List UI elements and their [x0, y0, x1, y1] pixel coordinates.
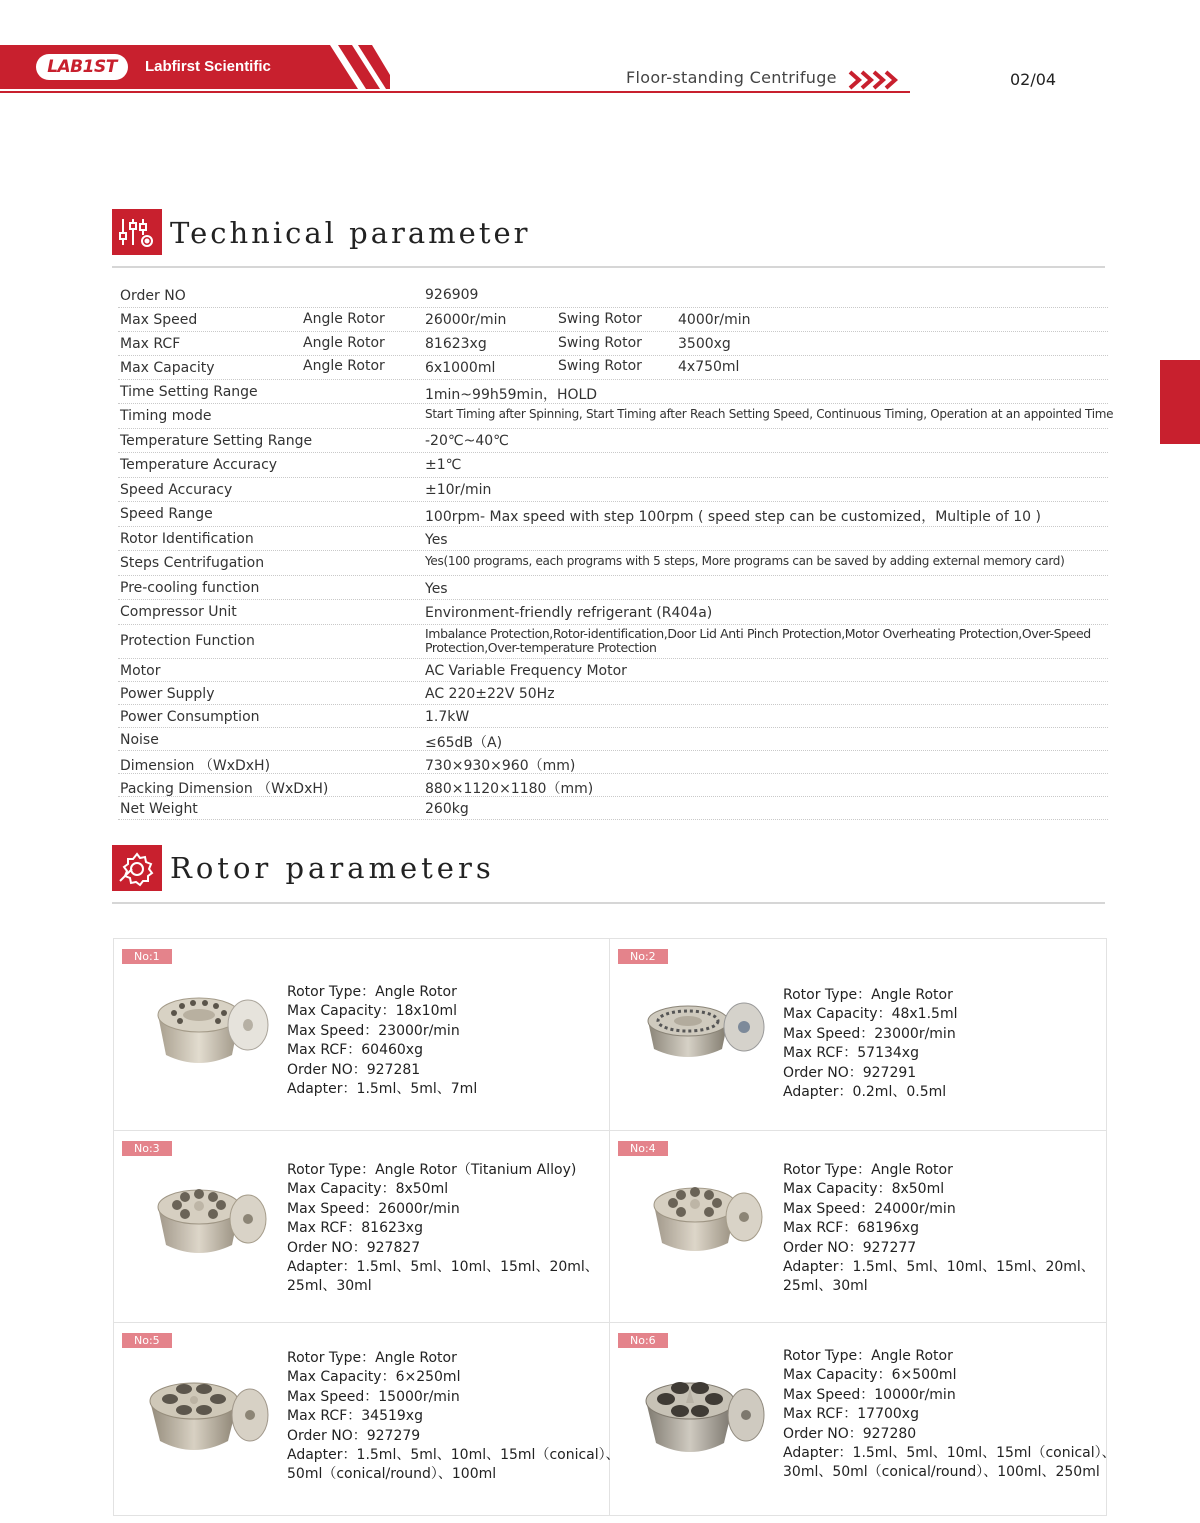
- spec-sublabel: Swing Rotor: [558, 335, 642, 351]
- spec-label: Compressor Unit: [120, 604, 237, 620]
- spec-value: 100rpm- Max speed with step 100rpm ( speed step can be customized，Multiple of 10 ): [425, 509, 1041, 525]
- spec-value: Environment-friendly refrigerant (R404a): [425, 605, 713, 621]
- spec-value: 3500xg: [678, 336, 731, 352]
- spec-table: [118, 284, 1114, 820]
- spec-value: 926909: [425, 287, 479, 303]
- rotor-spec-line: Order NO：927277: [783, 1239, 917, 1256]
- spec-value: Imbalance Protection,Rotor-identification,Door Lid Anti Pinch Protection,Motor Overheating Protection,Over-Speed Protection,Over-temperature Protection: [425, 626, 1091, 655]
- spec-value: 1min~99h59min，HOLD: [425, 387, 598, 403]
- rotor-image: [144, 1173, 274, 1273]
- spec-value: 730×930×960（mm): [425, 758, 576, 774]
- rotor-spec-line: Rotor Type：Angle Rotor: [783, 1348, 953, 1364]
- brand-logo: LAB1ST: [36, 54, 128, 80]
- spec-sublabel: Angle Rotor: [303, 358, 385, 374]
- rotor-spec-line: Order NO：927281: [287, 1061, 421, 1078]
- rotor-card: [610, 1323, 1116, 1515]
- rotor-image: [144, 977, 274, 1077]
- spec-row-temp-accuracy: [118, 453, 1108, 478]
- spec-row-power-consumption: [118, 705, 1108, 728]
- rotor-spec-line: 30ml、50ml（conical/round）、100ml、250ml: [783, 1464, 1100, 1481]
- spec-row-max-rcf: [118, 332, 1108, 356]
- spec-value: Start Timing after Spinning, Start Timing after Reach Setting Speed, Continuous Timing, Operation at an appointed Time: [425, 407, 1114, 421]
- rotor-spec-line: Rotor Type：Angle Rotor: [287, 1350, 457, 1366]
- spec-label: Time Setting Range: [120, 384, 258, 400]
- spec-row-speed-range: [118, 502, 1108, 527]
- spec-row-timing-mode: [118, 404, 1114, 429]
- rotor-number-badge: No:4: [618, 1141, 668, 1156]
- spec-label: Temperature Accuracy: [120, 457, 278, 473]
- rotor-spec-line: Adapter：1.5ml、5ml、10ml、15ml（conical）、: [783, 1445, 1116, 1462]
- spec-label: Pre-cooling function: [120, 580, 260, 596]
- rotor-spec-line: Max RCF：68196xg: [783, 1220, 919, 1237]
- rotor-image: [640, 1367, 770, 1467]
- document-title: Floor-standing Centrifuge: [626, 68, 837, 87]
- spec-label: Speed Accuracy: [120, 482, 233, 498]
- rotor-spec-line: Max Speed：15000r/min: [287, 1388, 460, 1405]
- spec-label: Rotor Identification: [120, 531, 254, 547]
- rotor-spec-line: 50ml（conical/round）、100ml: [287, 1466, 497, 1483]
- page-number: 02/04: [1010, 70, 1057, 89]
- spec-row-steps: [118, 551, 1108, 576]
- rotor-spec-line: Order NO：927291: [783, 1064, 917, 1081]
- header-rule: [0, 91, 910, 93]
- rotor-spec-line: Adapter：1.5ml、5ml、7ml: [287, 1081, 478, 1098]
- spec-row-rotor-id: [118, 527, 1108, 551]
- rotor-card: [610, 939, 1106, 1131]
- rotor-spec-line: Max Capacity：8x50ml: [287, 1181, 449, 1198]
- rotor-spec-line: Rotor Type：Angle Rotor（Titanium Alloy): [287, 1162, 577, 1178]
- rotor-spec-line: Rotor Type：Angle Rotor: [783, 1162, 953, 1178]
- rotor-image: [640, 983, 770, 1083]
- rotor-spec-line: Max RCF：17700xg: [783, 1406, 919, 1423]
- spec-value: Yes(100 programs, each programs with 5 steps, More programs can be saved by adding external memory card): [425, 554, 1065, 568]
- rotor-card: [114, 939, 610, 1131]
- spec-value: 6x1000ml: [425, 360, 496, 376]
- chevrons-icon: [848, 70, 902, 94]
- spec-row-compressor: [118, 600, 1108, 625]
- spec-row-power-supply: [118, 682, 1108, 705]
- rotor-specs: [783, 1347, 1116, 1483]
- spec-value: 26000r/min: [425, 312, 507, 328]
- spec-value: 1.7kW: [425, 709, 470, 725]
- spec-sublabel: Swing Rotor: [558, 311, 642, 327]
- rotor-spec-line: Adapter：1.5ml、5ml、10ml、15ml（conical）、: [287, 1447, 620, 1464]
- rotor-spec-line: Order NO：927279: [287, 1427, 421, 1444]
- rotor-spec-line: Adapter：1.5ml、5ml、10ml、15ml、20ml、: [287, 1259, 599, 1276]
- spec-row-speed-accuracy: [118, 478, 1108, 502]
- side-tab: [1160, 360, 1200, 444]
- rotor-specs: [287, 1161, 605, 1297]
- spec-label: Net Weight: [120, 801, 198, 817]
- rotor-number-badge: No:3: [122, 1141, 172, 1156]
- rotor-specs: [783, 1161, 1101, 1297]
- rotor-grid: [113, 938, 1116, 1516]
- rotor-spec-line: Max Capacity：6×250ml: [287, 1369, 461, 1386]
- rotor-specs: [287, 983, 605, 1099]
- rotor-spec-line: Rotor Type：Angle Rotor: [783, 987, 953, 1003]
- rotor-spec-line: Max Speed：23000r/min: [783, 1025, 956, 1042]
- spec-value: ≤65dB（A): [425, 735, 503, 751]
- rotor-spec-line: Order NO：927827: [287, 1239, 421, 1256]
- rotor-number-badge: No:2: [618, 949, 668, 964]
- spec-value: AC Variable Frequency Motor: [425, 663, 627, 679]
- spec-value: Yes: [425, 581, 448, 597]
- rotor-spec-line: Max Capacity：48x1.5ml: [783, 1006, 958, 1023]
- spec-row-max-speed: [118, 308, 1108, 332]
- rotor-spec-line: Max RCF：57134xg: [783, 1045, 919, 1062]
- rotor-spec-line: Max Speed：23000r/min: [287, 1022, 460, 1039]
- rotor-spec-line: Max Speed：26000r/min: [287, 1200, 460, 1217]
- spec-sublabel: Angle Rotor: [303, 311, 385, 327]
- spec-value: -20℃~40℃: [425, 433, 509, 449]
- rotor-spec-line: Order NO：927280: [783, 1425, 917, 1442]
- spec-value: 880×1120×1180（mm): [425, 781, 594, 797]
- spec-label: Speed Range: [120, 506, 213, 522]
- spec-label: Motor: [120, 663, 161, 679]
- spec-sublabel: Angle Rotor: [303, 335, 385, 351]
- rotor-spec-line: Max Speed：24000r/min: [783, 1200, 956, 1217]
- rotor-spec-line: Rotor Type：Angle Rotor: [287, 984, 457, 1000]
- spec-row-protection: [118, 625, 1108, 659]
- spec-row-noise: [118, 728, 1108, 751]
- rotor-number-badge: No:5: [122, 1333, 172, 1348]
- spec-label: Protection Function: [120, 633, 255, 649]
- rotor-card: [114, 1323, 620, 1515]
- gear-icon: [112, 845, 162, 891]
- spec-row-net-weight: [118, 797, 1108, 820]
- rotor-spec-line: Max Capacity：18x10ml: [287, 1003, 458, 1020]
- rotor-spec-line: Max Capacity：8x50ml: [783, 1181, 945, 1198]
- spec-value: ±10r/min: [425, 482, 492, 498]
- rotor-spec-line: Max RCF：81623xg: [287, 1220, 423, 1237]
- spec-value: Yes: [425, 532, 448, 548]
- rotor-card: [114, 1131, 610, 1323]
- rotor-image: [640, 1171, 770, 1271]
- spec-label: Order NO: [120, 288, 186, 304]
- spec-label: Temperature Setting Range: [120, 433, 313, 449]
- spec-label: Power Supply: [120, 686, 215, 702]
- rotor-number-badge: No:1: [122, 949, 172, 964]
- spec-value: 4000r/min: [678, 312, 751, 328]
- rotor-number-badge: No:6: [618, 1333, 668, 1348]
- spec-label: Max RCF: [120, 336, 181, 352]
- spec-row-max-capacity: [118, 356, 1108, 380]
- spec-label: Max Speed: [120, 312, 198, 328]
- rotor-spec-line: Max Speed：10000r/min: [783, 1386, 956, 1403]
- spec-label: Timing mode: [120, 408, 212, 424]
- brand-name: Labfirst Scientific: [145, 58, 271, 75]
- rotor-spec-line: Adapter：0.2ml、0.5ml: [783, 1084, 947, 1101]
- spec-value: AC 220±22V 50Hz: [425, 686, 555, 702]
- spec-label: Steps Centrifugation: [120, 555, 265, 571]
- rotor-specs: [783, 986, 1101, 1102]
- rotor-spec-line: Adapter：1.5ml、5ml、10ml、15ml、20ml、: [783, 1259, 1095, 1276]
- spec-row-temp-range: [118, 429, 1108, 453]
- rotor-specs: [287, 1349, 620, 1485]
- spec-value: 81623xg: [425, 336, 487, 352]
- rotor-spec-line: 25ml、30ml: [287, 1278, 372, 1295]
- spec-row-motor: [118, 659, 1108, 682]
- sliders-icon: [112, 209, 162, 255]
- spec-row-packing: [118, 774, 1108, 797]
- spec-label: Dimension （WxDxH): [120, 758, 271, 774]
- section-rule: [112, 902, 1105, 904]
- spec-row-order: [118, 284, 1108, 308]
- spec-label: Packing Dimension （WxDxH): [120, 781, 329, 797]
- spec-value: ±1℃: [425, 457, 462, 473]
- spec-value: 260kg: [425, 801, 469, 817]
- rotor-image: [144, 1367, 274, 1467]
- section-rule: [112, 266, 1105, 268]
- spec-label: Max Capacity: [120, 360, 215, 376]
- spec-sublabel: Swing Rotor: [558, 358, 642, 374]
- spec-label: Power Consumption: [120, 709, 260, 725]
- rotor-spec-line: Max RCF：60460xg: [287, 1042, 423, 1059]
- rotor-spec-line: Max Capacity：6×500ml: [783, 1367, 957, 1384]
- spec-row-time-range: [118, 380, 1108, 404]
- rotor-spec-line: 25ml、30ml: [783, 1278, 868, 1295]
- rotor-spec-line: Max RCF：34519xg: [287, 1408, 423, 1425]
- spec-row-dimension: [118, 751, 1108, 774]
- section-title-technical: Technical parameter: [170, 216, 531, 250]
- section-title-rotor: Rotor parameters: [170, 851, 495, 885]
- rotor-card: [610, 1131, 1106, 1323]
- spec-value: 4x750ml: [678, 359, 740, 375]
- spec-row-precooling: [118, 576, 1108, 600]
- spec-label: Noise: [120, 732, 159, 748]
